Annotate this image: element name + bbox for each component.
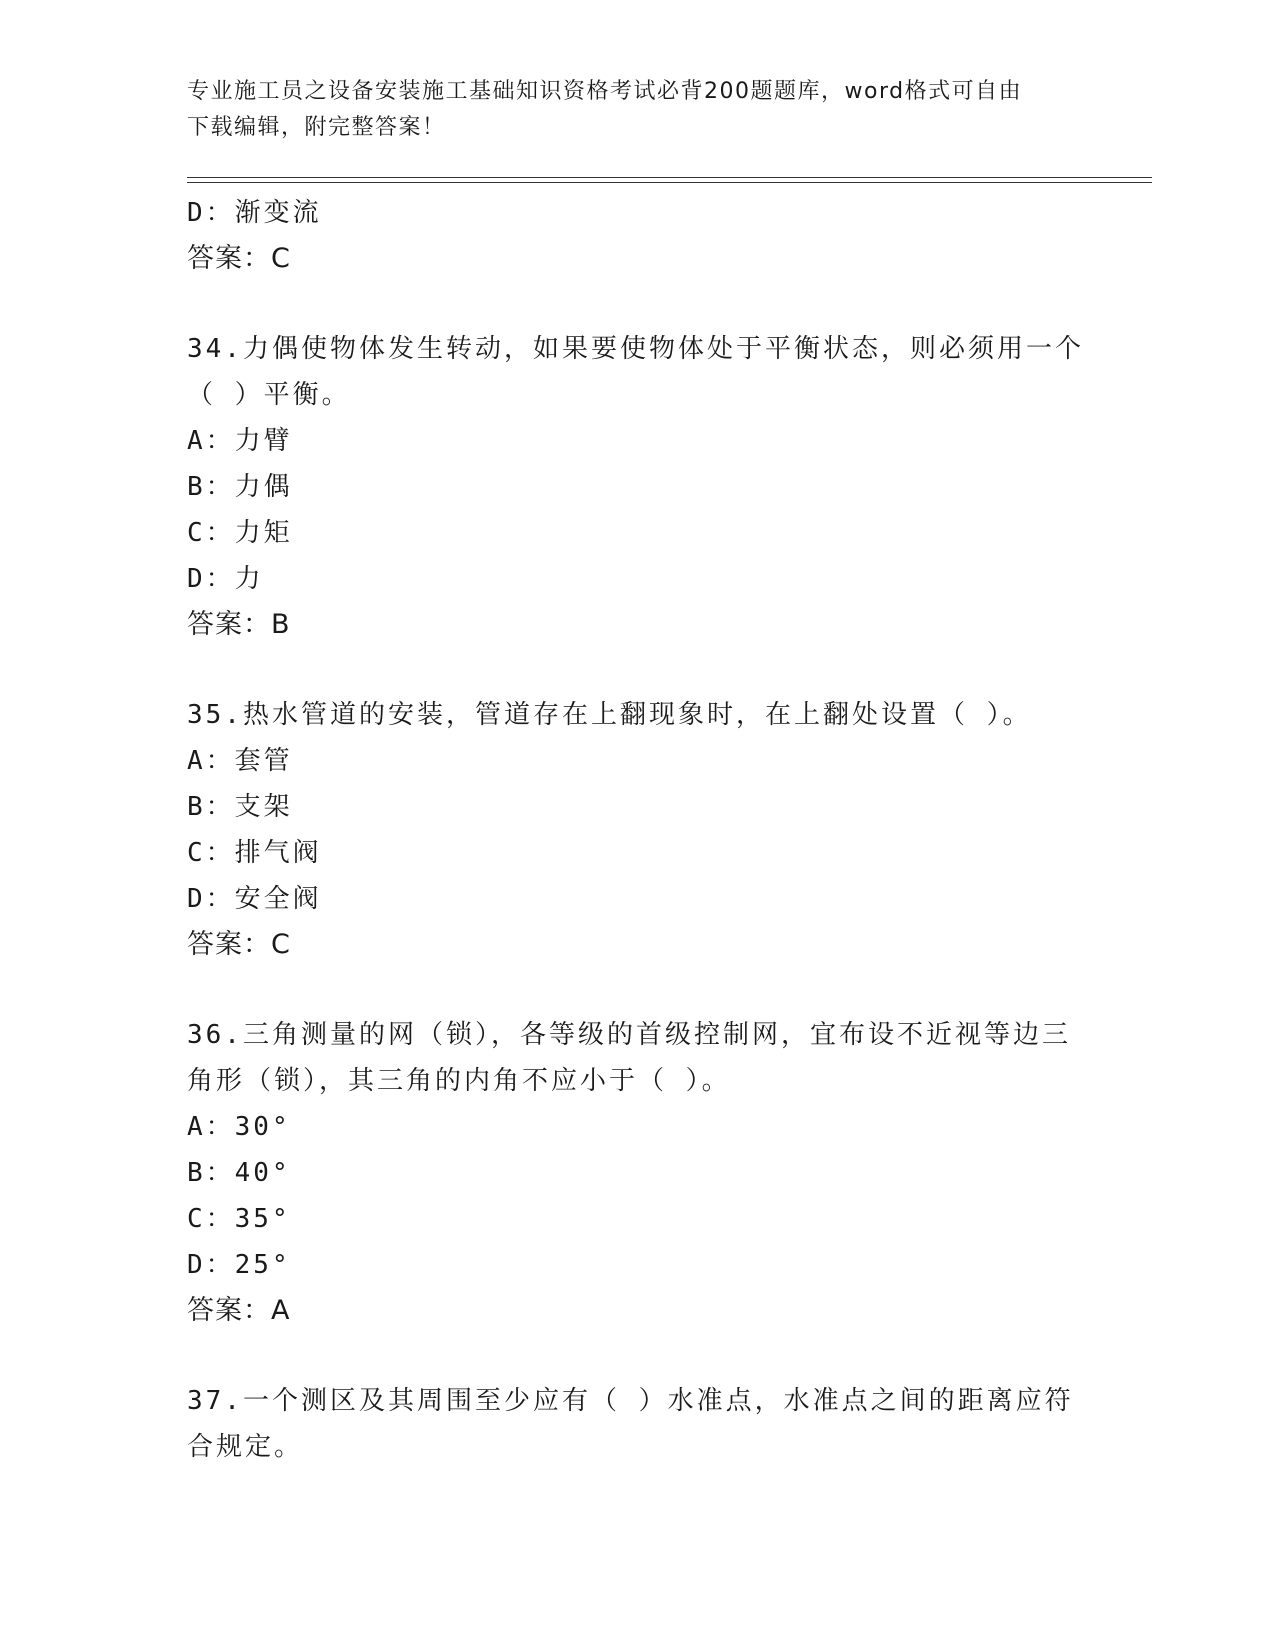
answer-line: 答案：C: [187, 929, 291, 960]
option-b: B：支架: [187, 792, 293, 822]
answer-line: 答案：C: [187, 243, 291, 274]
question-34: [187, 326, 1087, 648]
question-spacer: [187, 968, 1087, 1012]
option-b: B：力偶: [187, 472, 293, 502]
option-a: A：套管: [187, 746, 293, 776]
option-c: C：力矩: [187, 518, 293, 548]
header-title-line-1: 专业施工员之设备安装施工基础知识资格考试必背200题题库，word格式可自由: [187, 79, 1023, 104]
option-a: A：30°: [187, 1112, 291, 1142]
answer-line: 答案：A: [187, 1295, 291, 1326]
question-stem: 37.一个测区及其周围至少应有（ ）水准点，水准点之间的距离应符: [187, 1386, 1074, 1416]
question-stem: （ ）平衡。: [187, 380, 351, 410]
option-a: A：力臂: [187, 426, 293, 456]
question-36: [187, 1012, 1087, 1334]
question-spacer: [187, 1334, 1087, 1378]
question-35: [187, 692, 1087, 968]
page-header: [187, 74, 1077, 146]
option-c: C：35°: [187, 1204, 291, 1234]
header-divider-bottom: [187, 182, 1152, 183]
answer-line: 答案：B: [187, 609, 291, 640]
question-stem: 36.三角测量的网（锁），各等级的首级控制网，宜布设不近视等边三: [187, 1020, 1071, 1050]
question-stem: 34.力偶使物体发生转动，如果要使物体处于平衡状态，则必须用一个: [187, 334, 1084, 364]
question-37: [187, 1378, 1087, 1470]
option-d: D：25°: [187, 1250, 291, 1280]
question-spacer: [187, 282, 1087, 326]
option-d: D：力: [187, 564, 264, 594]
header-title-line-2: 下载编辑，附完整答案！: [187, 115, 446, 140]
option-d: D：安全阀: [187, 884, 322, 914]
option-d: D：渐变流: [187, 198, 322, 228]
question-stem: 角形（锁），其三角的内角不应小于（ ）。: [187, 1066, 731, 1096]
header-divider-top: [187, 177, 1152, 178]
document-body: [187, 190, 1087, 1470]
option-b: B：40°: [187, 1158, 291, 1188]
question-stem: 35.热水管道的安装，管道存在上翻现象时，在上翻处设置（ ）。: [187, 700, 1032, 730]
question-spacer: [187, 648, 1087, 692]
question-stem: 合规定。: [187, 1432, 304, 1462]
option-c: C：排气阀: [187, 838, 322, 868]
